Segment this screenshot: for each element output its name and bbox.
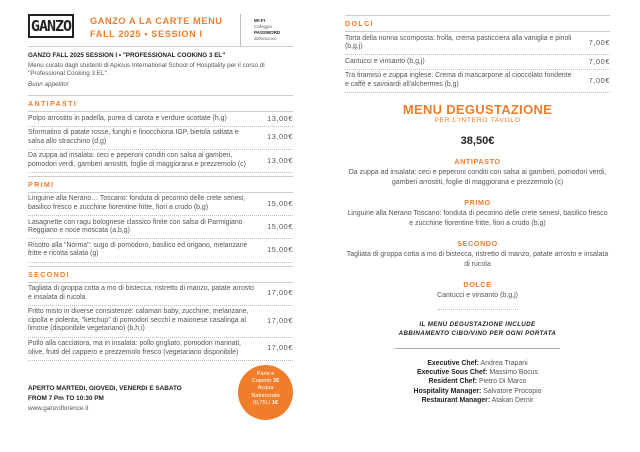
- staff-name: Andrea Trapani: [479, 359, 528, 367]
- staff-member: [345, 396, 610, 405]
- dotted-divider: [438, 309, 518, 310]
- cover-charge-badge: [238, 365, 293, 420]
- staff-role: Restaurant Manager:: [421, 396, 491, 404]
- menu-item: [28, 283, 293, 306]
- item-description: Polpo arrostito in padella, purea di carota e verdure scottate (h,g): [28, 114, 227, 122]
- menu-item: [28, 239, 293, 262]
- staff-member: [345, 387, 610, 396]
- item-price: 13,00€: [267, 155, 293, 165]
- menu-item: [28, 193, 293, 216]
- staff-name: Atakan Demir: [490, 396, 534, 404]
- staff-name: Massimo Bocus: [487, 369, 538, 377]
- course-name: DOLCE: [463, 279, 492, 289]
- item-description: Lasagnette con ragu bolognese classico finite con salsa di Parmigiano Reggiano e noce moscata (a,b,g): [28, 218, 243, 235]
- menu-item: [345, 32, 610, 55]
- menu-header: [28, 0, 293, 47]
- menu-title: [90, 15, 235, 41]
- divider: [240, 14, 241, 46]
- opening-time: FROM 7 Pm TO 10:30 PM: [28, 394, 104, 402]
- password-value: delvescovo: [254, 36, 277, 41]
- badge-price: 2€: [273, 377, 280, 384]
- section-primi: [28, 176, 293, 263]
- right-column: [345, 0, 610, 405]
- item-price: 7,00€: [588, 37, 610, 47]
- staff-name: Salvatore Procopio: [481, 387, 542, 395]
- tasting-menu: [345, 103, 610, 405]
- item-description: Linguine alla Nerano… Toscano: fonduta di pecorino delle crete senesi, basilico fresco e zucchine fiorentine fritte, fiori a crudo (b,g): [28, 195, 246, 212]
- tasting-menu-subtitle: PER L'INTERO TAVOLO: [434, 116, 521, 124]
- menu-item: [28, 150, 293, 173]
- wifi-value: Cafeggio: [254, 24, 273, 29]
- staff-role: Hospitality Manager:: [413, 387, 482, 395]
- intro-text: Menu curato dagli studenti di Apicius International School of Hospitality per il corso di "Professional Cooking 3 EL".: [28, 62, 265, 77]
- badge-price: 1€: [271, 399, 279, 406]
- staff-member: [345, 368, 610, 377]
- website-link[interactable]: www.ganzoflorence.it: [28, 404, 89, 412]
- course-description: Linguine alla Nerano Toscano: fonduta di pecorino delle crete senesi, basilico fresco e zucchine fiorentine fritte, fiori a crudo (b,g): [347, 209, 608, 227]
- staff-role: Resident Chef:: [428, 378, 478, 386]
- item-price: 13,00€: [267, 132, 293, 142]
- intro-heading: GANZO FALL 2025 SESSION I • "PROFESSIONAL COOKING 3 EL": [28, 52, 226, 59]
- wifi-label: WI-FI: [254, 18, 265, 23]
- item-description: Fritto misto in diverse consistenze: calamari baby, zucchine, melanzane, cipolla e polenta, "ketchup" di pomodori secchi e maionese casalinga al limone (disponibile vegetariano) (b,h,i): [28, 308, 249, 333]
- item-price: 17,00€: [267, 288, 293, 298]
- staff-role: Executive Chef:: [427, 359, 480, 367]
- item-price: 17,00€: [267, 315, 293, 325]
- item-description: Da zuppa ad insalata: ceci e peperoni conditi con salsa ai gamberi, pomodori verdi, gamberi arrostiti, foglie di maggiorana e prezzemolo (c): [28, 152, 246, 168]
- item-price: 15,00€: [267, 221, 293, 231]
- section-header: DOLCI: [345, 15, 610, 32]
- course-name: PRIMO: [464, 197, 491, 207]
- title-line-2: FALL 2025 • SESSION I: [90, 29, 203, 39]
- tasting-menu-price: 38,50€: [460, 134, 495, 147]
- item-price: 17,00€: [267, 343, 293, 353]
- section-secondi: [28, 266, 293, 361]
- badge-text: Coperto: [251, 377, 274, 384]
- staff-name: Pietro Di Marco: [477, 378, 527, 386]
- menu-item: [28, 216, 293, 239]
- item-description: Torta della nonna scomposta: frolla, crema pasticciera alla vaniglia e pinoli (b,g,j): [345, 34, 572, 51]
- item-description: Risotto alla "Norma": sugo di pomodoro, basilico ed origano, melanzane fritte e ricotta salata (g): [28, 241, 248, 258]
- item-description: Sformatino di patate rosse, funghi e finocchiona IGP, bietola saltata e salsa allo stracchino (d,g): [28, 129, 239, 145]
- opening-days: APERTO MARTEDì, GIOVEDì, VENERDì E SABATO: [28, 384, 182, 392]
- tasting-courses: [345, 157, 610, 301]
- menu-item: [28, 127, 293, 150]
- staff-member: [345, 377, 610, 386]
- section-header: PRIMI: [28, 176, 293, 193]
- item-price: 15,00€: [267, 198, 293, 208]
- item-price: 15,00€: [267, 245, 293, 255]
- tasting-note: [345, 320, 610, 339]
- menu-item: [28, 338, 293, 361]
- footer-row: [28, 365, 293, 420]
- item-price: 7,00€: [588, 56, 610, 66]
- section-header: SECONDI: [28, 266, 293, 283]
- menu-item: [345, 70, 610, 93]
- staff-member: [345, 359, 610, 368]
- intro-closing: Buon appetito!: [28, 81, 69, 88]
- section-header: ANTIPASTI: [28, 95, 293, 112]
- left-sections: [28, 95, 293, 361]
- staff-role: Executive Sous Chef:: [416, 369, 488, 377]
- item-price: 7,00€: [588, 75, 610, 85]
- course-description: Da zuppa ad insalata: ceci e peperoni conditi con salsa ai gamberi, pomodori verdi, gamberi arrostiti, foglie di maggiorana e prezzemolo (c): [348, 168, 607, 186]
- left-column: [28, 0, 293, 420]
- title-line-1: GANZO A LA CARTE MENU: [90, 16, 223, 26]
- wifi-info: [254, 18, 280, 42]
- course-description: Cantucci e vinsanto (b,g,j): [437, 291, 518, 299]
- badge-text: Naturizzata: [251, 392, 280, 399]
- item-description: Tra tiramisù e zuppa inglese: Crema di mascarpone al cioccolato fondente e caffè e savoiardi all'alchermes (b,g): [345, 72, 572, 88]
- badge-text: Acqua: [257, 385, 274, 392]
- item-price: 13,00€: [267, 113, 293, 123]
- intro: [28, 47, 293, 92]
- ganzo-logo: GANZO: [28, 14, 74, 38]
- menu-item: [345, 55, 610, 70]
- badge-text: Pane e: [256, 370, 275, 377]
- password-label: PASSWORD: [254, 30, 281, 35]
- dolci-section: [345, 15, 610, 93]
- badge-text: (0,75l.): [252, 399, 272, 406]
- note-line-1: IL MENU DEGUSTAZIONE INCLUDE: [419, 320, 536, 328]
- item-description: Cantucci e vinsanto (b,g,j): [345, 57, 425, 65]
- item-description: Tagliata di groppa cotta a mo di bistecca, ristretto di manzo, patate arrosto e insalata di rucola: [28, 285, 254, 301]
- course-description: Tagliata di groppa cotta a mo di bistecca, ristretto di manzo, patate arrosto e insalata di rucola: [346, 250, 609, 268]
- item-description: Pollo alla cacciatora, ma in insalata: pollo grigliato, pomodori marinati, olive, frutti del cappero e prezzemolo fresco (vegetariano disponibile): [28, 340, 241, 356]
- menu-item: [28, 306, 293, 338]
- menu-item: [28, 112, 293, 127]
- staff-list: [345, 359, 610, 405]
- course-name: ANTIPASTO: [454, 156, 501, 166]
- tasting-menu-title: MENU DEGUSTAZIONE: [402, 101, 553, 117]
- opening-hours: [28, 384, 182, 420]
- divider: [395, 348, 560, 349]
- note-line-2: ABBINAMENTO CIBO/VINO PER OGNI PORTATA: [398, 330, 557, 338]
- section-antipasti: [28, 95, 293, 173]
- course-name: SECONDO: [457, 238, 498, 248]
